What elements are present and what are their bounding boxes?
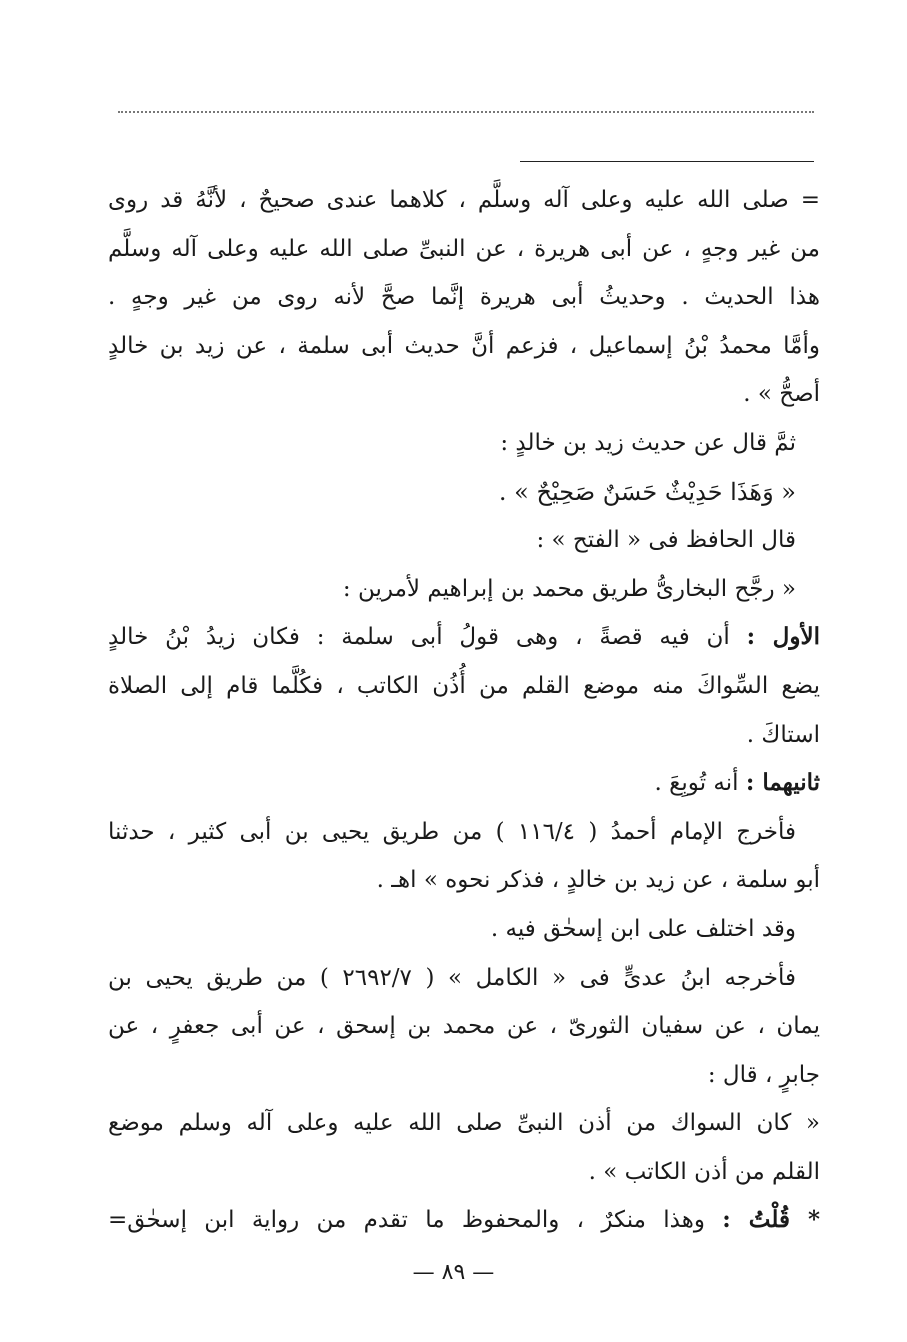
text-line-13 — [108, 759, 820, 808]
text-line-6: ثمَّ قال عن حديث زيد بن خالدٍ : — [500, 429, 796, 456]
header-dotted-rule — [118, 111, 814, 113]
text-line-17: فأخرجه ابنُ عدىٍّ فى « الكامل » ( ٢٦٩٢/٧ ) من طريق يحيى بن — [108, 964, 796, 991]
lead-second: ثانيهما : — [745, 769, 820, 797]
text-line-18: يمان ، عن سفيان الثورىّ ، عن محمد بن إسحق ، عن أبى جعفرٍ ، عن — [108, 1013, 820, 1040]
text-line-13-body: أنه تُوبِعَ . — [654, 770, 739, 797]
text-line-1: = صلى الله عليه وعلى آله وسلَّم ، كلاهما عندى صحيحٌ ، لأنَّهُ قد روى — [108, 187, 820, 213]
text-line-11: يضع السِّواكَ منه موضع القلم من أُذُن الكاتب ، فكُلَّما قام إلى الصلاة — [108, 672, 820, 699]
text-line-16: وقد اختلف على ابن إسحٰق فيه . — [490, 915, 796, 942]
text-line-10 — [108, 613, 820, 662]
lead-note: * قُلْتُ : — [722, 1206, 820, 1234]
text-line-21: القلم من أذن الكاتب » . — [588, 1158, 820, 1185]
text-line-12: استاكَ . — [746, 721, 820, 748]
text-line-5: أصحُّ » . — [743, 381, 820, 408]
text-line-14: فأخرج الإمام أحمدُ ( ١١٦/٤ ) من طريق يحيى بن أبى كثير ، حدثنا — [108, 818, 796, 845]
text-line-10-body: أن فيه قصةً ، وهى قولُ أبى سلمة : فكان زيدُ بْنُ خالدٍ — [108, 624, 730, 651]
text-line-15: أبو سلمة ، عن زيد بن خالدٍ ، فذكر نحوه » اهـ . — [376, 867, 820, 894]
text-line-3: هذا الحديث . وحديثُ أبى هريرة إنَّما صحَّ لأنه روى من غير وجهٍ . — [108, 284, 820, 311]
lead-first: الأول : — [746, 623, 820, 651]
text-line-9: « رجَّح البخارىُّ طريق محمد بن إبراهيم لأمرين : — [342, 575, 796, 602]
text-line-8: قال الحافظ فى « الفتح » : — [536, 527, 796, 554]
text-line-22-body: وهذا منكرٌ ، والمحفوظ ما تقدم من رواية ابن إسحٰق= — [108, 1207, 705, 1234]
text-line-20: « كان السواك من أذن النبىِّ صلى الله عليه وعلى آله وسلم موضع — [108, 1110, 820, 1137]
text-line-22 — [108, 1196, 820, 1245]
footnote-text-block — [108, 176, 820, 1245]
footnote-separator-rule — [520, 161, 814, 162]
text-line-2: من غير وجهٍ ، عن أبى هريرة ، عن النبىِّ صلى الله عليه وعلى آله وسلَّم — [108, 235, 820, 262]
text-line-4: وأمَّا محمدُ بْنُ إسماعيل ، فزعم أنَّ حديث أبى سلمة ، عن زيد بن خالدٍ — [108, 332, 820, 359]
text-line-19: جابرٍ ، قال : — [707, 1061, 820, 1088]
page-number: — ٨٩ — — [412, 1260, 495, 1285]
text-line-7-quote: « وَهَذَا حَدِيْثٌ حَسَنٌ صَحِيْحٌ » . — [498, 477, 796, 506]
